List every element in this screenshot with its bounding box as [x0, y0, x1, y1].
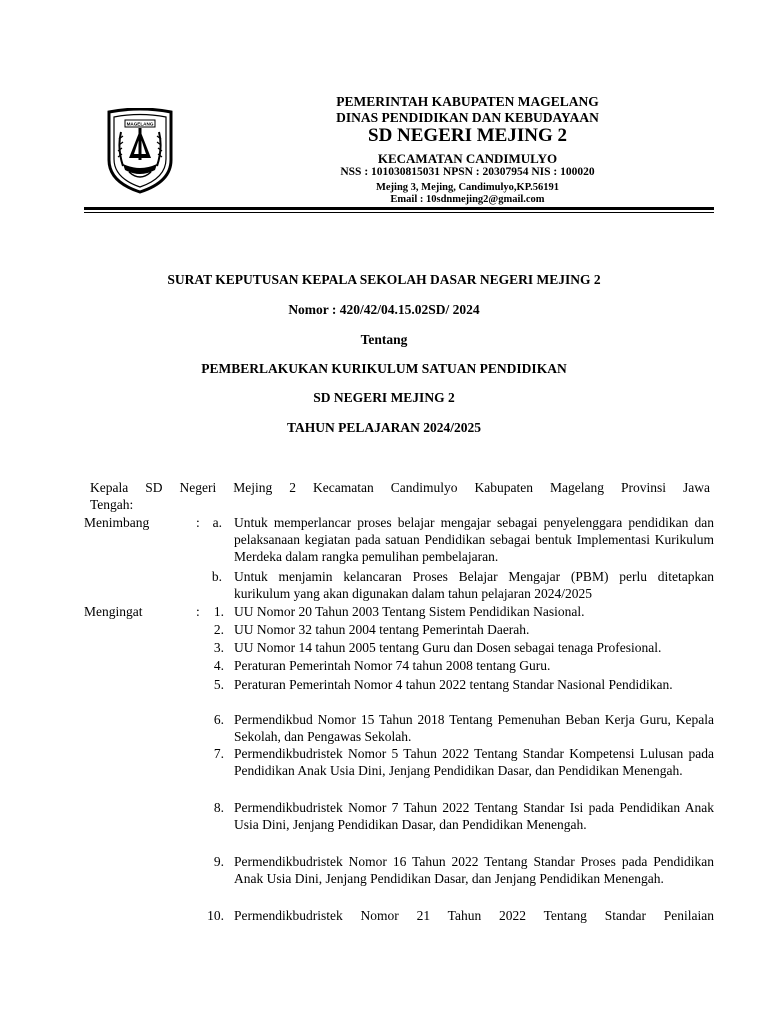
list-marker: 7. — [213, 746, 224, 761]
list-item: Untuk memperlancar proses belajar mengajar sebagai penyelenggara pendidikan dan pelaksanaan kegiatan pada satuan Pendidikan sebagai bentuk Implementasi Kurikulum Merdeka dalam rangka pemulihan pembelajaran. — [234, 515, 714, 564]
letterhead-school-name: SD NEGERI MEJING 2 — [368, 125, 567, 146]
letterhead-district: KECAMATAN CANDIMULYO — [377, 151, 558, 166]
list-item: Peraturan Pemerintah Nomor 74 tahun 2008 tentang Guru. — [234, 658, 551, 673]
letterhead-government: PEMERINTAH KABUPATEN MAGELANG — [336, 94, 599, 109]
letterhead-email: Email : 10sdnmejing2@gmail.com — [390, 194, 545, 205]
list-item: Peraturan Pemerintah Nomor 4 tahun 2022 tentang Standar Nasional Pendidikan. — [234, 677, 673, 692]
decree-about: Tentang — [360, 332, 408, 347]
decree-heading: SURAT KEPUTUSAN KEPALA SEKOLAH DASAR NEGERI MEJING 2 — [167, 272, 601, 287]
list-marker: 9. — [213, 854, 224, 869]
list-marker: a. — [212, 515, 222, 530]
list-item: Permendikbud Nomor 15 Tahun 2018 Tentang Pemenuhan Beban Kerja Guru, Kepala Sekolah, dan Pengawas Sekolah. — [234, 712, 714, 744]
list-item: UU Nomor 32 tahun 2004 tentang Pemerintah Daerah. — [234, 622, 530, 637]
decree-school: SD NEGERI MEJING 2 — [313, 390, 455, 405]
list-item: Untuk menjamin kelancaran Proses Belajar Mengajar (PBM) perlu ditetapkan kurikulum yang akan digunakan dalam tahun pelajaran 2024/2025 — [234, 569, 714, 601]
intro-paragraph-line1: Kepala SD Negeri Mejing 2 Kecamatan Candimulyo Kabupaten Magelang Provinsi Jawa — [90, 480, 710, 495]
logo-text: MAGELANG — [126, 121, 154, 127]
list-item: Permendikbudristek Nomor 5 Tahun 2022 Tentang Standar Kompetensi Lulusan pada Pendidikan Anak Usia Dini, Jenjang Pendidikan Dasar, dan Pendidikan Menengah. — [234, 746, 714, 778]
list-item: Permendikbudristek Nomor 7 Tahun 2022 Tentang Standar Isi pada Pendidikan Anak Usia Dini, Jenjang Pendidikan Dasar, dan Pendidikan Menengah. — [234, 800, 714, 832]
section-label-menimbang: Menimbang — [84, 515, 150, 530]
section-colon: : — [196, 515, 200, 530]
list-item: UU Nomor 20 Tahun 2003 Tentang Sistem Pendidikan Nasional. — [234, 604, 585, 619]
letterhead-identifiers: NSS : 101030815031 NPSN : 20307954 NIS : 100020 — [340, 166, 595, 178]
list-item: UU Nomor 14 tahun 2005 tentang Guru dan Dosen sebagai tenaga Profesional. — [234, 640, 662, 655]
letterhead-divider-thin — [84, 212, 714, 213]
letterhead-address: Mejing 3, Mejing, Candimulyo,KP.56191 — [375, 182, 560, 193]
list-marker: 2. — [213, 622, 224, 637]
list-marker: 8. — [213, 800, 224, 815]
list-marker: 5. — [213, 677, 224, 692]
list-item: Permendikbudristek Nomor 21 Tahun 2022 Tentang Standar Penilaian — [234, 908, 714, 923]
letterhead-divider-thick — [84, 207, 714, 210]
decree-year: TAHUN PELAJARAN 2024/2025 — [286, 420, 481, 435]
list-marker: b. — [211, 569, 222, 584]
list-marker: 3. — [213, 640, 224, 655]
section-colon: : — [196, 604, 200, 619]
list-marker: 10. — [207, 908, 224, 923]
list-marker: 1. — [213, 604, 224, 619]
regency-emblem-logo — [105, 108, 175, 194]
section-label-mengingat: Mengingat — [84, 604, 143, 619]
decree-subject: PEMBERLAKUKAN KURIKULUM SATUAN PENDIDIKAN — [201, 361, 567, 376]
decree-number: Nomor : 420/42/04.15.02SD/ 2024 — [288, 302, 480, 317]
intro-paragraph-line2: Tengah: — [90, 497, 134, 512]
letterhead-department: DINAS PENDIDIKAN DAN KEBUDAYAAN — [336, 110, 599, 125]
list-marker: 4. — [213, 658, 224, 673]
list-marker: 6. — [213, 712, 224, 727]
list-item: Permendikbudristek Nomor 16 Tahun 2022 Tentang Standar Proses pada Pendidikan Anak Usia Dini, Jenjang Pendidikan Dasar, dan Jenjang Pendidikan Menengah. — [234, 854, 714, 886]
